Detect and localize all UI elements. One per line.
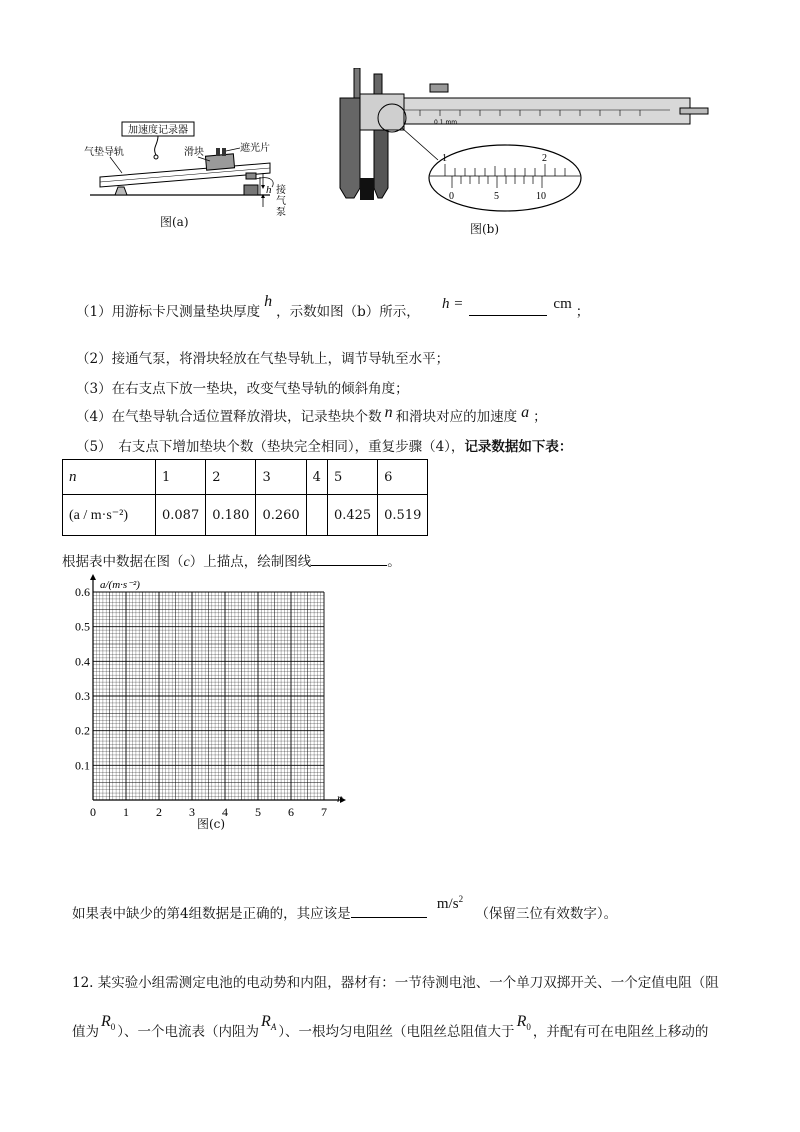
h-label: h	[266, 184, 272, 196]
y-tick-label: 0.2	[75, 723, 90, 738]
r0-symbol: $R_0$	[516, 1013, 531, 1033]
figure-c-caption: 图(c)	[197, 817, 226, 831]
table-header-n: n	[63, 460, 156, 495]
table-cell-missing	[306, 495, 327, 536]
after-table-b: ）上描点，绘制图线	[189, 554, 312, 570]
step-5-bold: 记录数据如下表：	[464, 439, 573, 455]
question-a: 如果表中缺少的第4组数据是正确的，其应该是	[72, 906, 351, 922]
x-tick-label: 1	[123, 805, 129, 819]
c-variable: c	[183, 555, 190, 570]
q12-line-1: 12. 某实验小组需测定电池的电动势和内阻，器材有：一节待测电池、一个单刀双掷开关、一个定值电阻（阻	[72, 975, 719, 991]
rail-label: 气垫导轨	[84, 147, 124, 158]
step-5-text: （5） 右支点下增加垫块个数（垫块完全相同），重复步骤（4），	[76, 439, 465, 455]
after-table-a: 根据表中数据在图（	[62, 554, 184, 570]
y-axis-label: a/(m·s⁻²)	[100, 579, 140, 591]
y-tick-label: 0.3	[75, 689, 90, 703]
step-3: （3）在右支点下放一垫块，改变气垫导轨的倾斜角度；	[76, 381, 409, 397]
x-tick-label: 0	[90, 805, 96, 819]
table-row-n	[63, 460, 428, 495]
answer-blank-fourth[interactable]	[351, 917, 427, 918]
zoom-vernier-tick: 5	[494, 191, 499, 202]
y-tick-label: 0.6	[75, 585, 90, 599]
step-4-end: ；	[533, 409, 547, 425]
table-row-a	[63, 495, 428, 536]
step-1-text: （1）用游标卡尺测量垫块厚度	[76, 304, 261, 320]
q12-c: ）、一根均匀电阻丝（电阻丝总阻值大于	[278, 1024, 515, 1040]
table-cell: 0.260	[256, 495, 306, 536]
h-variable: h	[264, 293, 273, 310]
step-4	[76, 405, 547, 426]
pump-label: 接气泵	[276, 185, 286, 218]
figure-a-diagram	[80, 115, 300, 235]
n-variable: n	[384, 404, 393, 421]
x-tick-label: 5	[255, 805, 261, 819]
unit-cm: cm	[553, 296, 572, 312]
table-cell: 3	[256, 460, 306, 495]
question-text	[72, 894, 618, 923]
table-cell: 1	[156, 460, 206, 495]
answer-blank-graph[interactable]	[311, 565, 387, 566]
accel-recorder-label: 加速度记录器	[128, 125, 188, 136]
ra-symbol: $R_A$	[261, 1013, 277, 1033]
after-table-end: 。	[387, 554, 401, 570]
x-tick-label: 7	[321, 805, 327, 819]
shade-label: 遮光片	[240, 143, 270, 154]
table-header-a: (a / m·s⁻²)	[63, 495, 156, 536]
y-axis-arrow	[90, 574, 96, 580]
r0-symbol: $R_0$	[101, 1013, 116, 1033]
unit-ms2: $m/s^2$	[436, 894, 464, 912]
q12-b: ）、一个电流表（内阻为	[117, 1024, 260, 1040]
zoom-vernier-tick: 0	[449, 191, 454, 202]
question-b: （保留三位有效数字）。	[475, 906, 618, 922]
q12-d: ，并配有可在电阻丝上移动的	[532, 1024, 709, 1040]
table-cell: 0.087	[156, 495, 206, 536]
after-table-text	[62, 550, 401, 571]
a-variable: a	[521, 404, 530, 421]
figure-b-caption: 图(b)	[470, 222, 500, 236]
vernier-caliper-diagram	[330, 68, 710, 218]
step-2: （2）接通气泵，将滑块轻放在气垫导轨上，调节导轨至水平；	[76, 351, 450, 367]
h-equation: h =	[442, 296, 464, 312]
q12-a: 值为	[72, 1024, 99, 1040]
y-tick-label: 0.5	[75, 619, 90, 634]
y-tick-label: 0.1	[75, 758, 90, 773]
q12-line-2	[72, 1013, 709, 1042]
graph-paper-chart	[60, 572, 360, 837]
x-tick-label: 2	[156, 805, 162, 819]
data-table	[62, 459, 428, 536]
step-4-text-b: 和滑块对应的加速度	[395, 409, 518, 425]
x-tick-label: 6	[288, 805, 294, 819]
figure-a-caption: 图(a)	[160, 215, 189, 229]
slider-label: 滑块	[184, 147, 204, 158]
table-cell: 2	[206, 460, 256, 495]
zoom-main-tick: 2	[542, 153, 547, 164]
step-1-tail: ，示数如图（b）所示，	[276, 304, 420, 320]
table-cell: 0.519	[378, 495, 428, 536]
y-tick-label: 0.4	[75, 654, 90, 669]
answer-blank-h[interactable]	[469, 315, 547, 316]
zoom-main-tick: 1	[442, 153, 447, 164]
x-axis-label: n	[337, 791, 343, 805]
table-cell: 0.180	[206, 495, 256, 536]
step-4-text-a: （4）在气垫导轨合适位置释放滑块，记录垫块个数	[76, 409, 382, 425]
zoom-vernier-tick: 10	[536, 191, 546, 202]
step-1	[76, 293, 590, 321]
table-cell: 5	[327, 460, 377, 495]
table-cell: 6	[378, 460, 428, 495]
step-1-end: ；	[575, 304, 590, 320]
x-tick-label: 3	[189, 805, 195, 819]
step-5	[76, 435, 572, 455]
table-cell: 0.425	[327, 495, 377, 536]
caliper-unit-label: 0 1 mm	[434, 119, 458, 126]
table-cell: 4	[306, 460, 327, 495]
x-tick-label: 4	[222, 805, 228, 819]
